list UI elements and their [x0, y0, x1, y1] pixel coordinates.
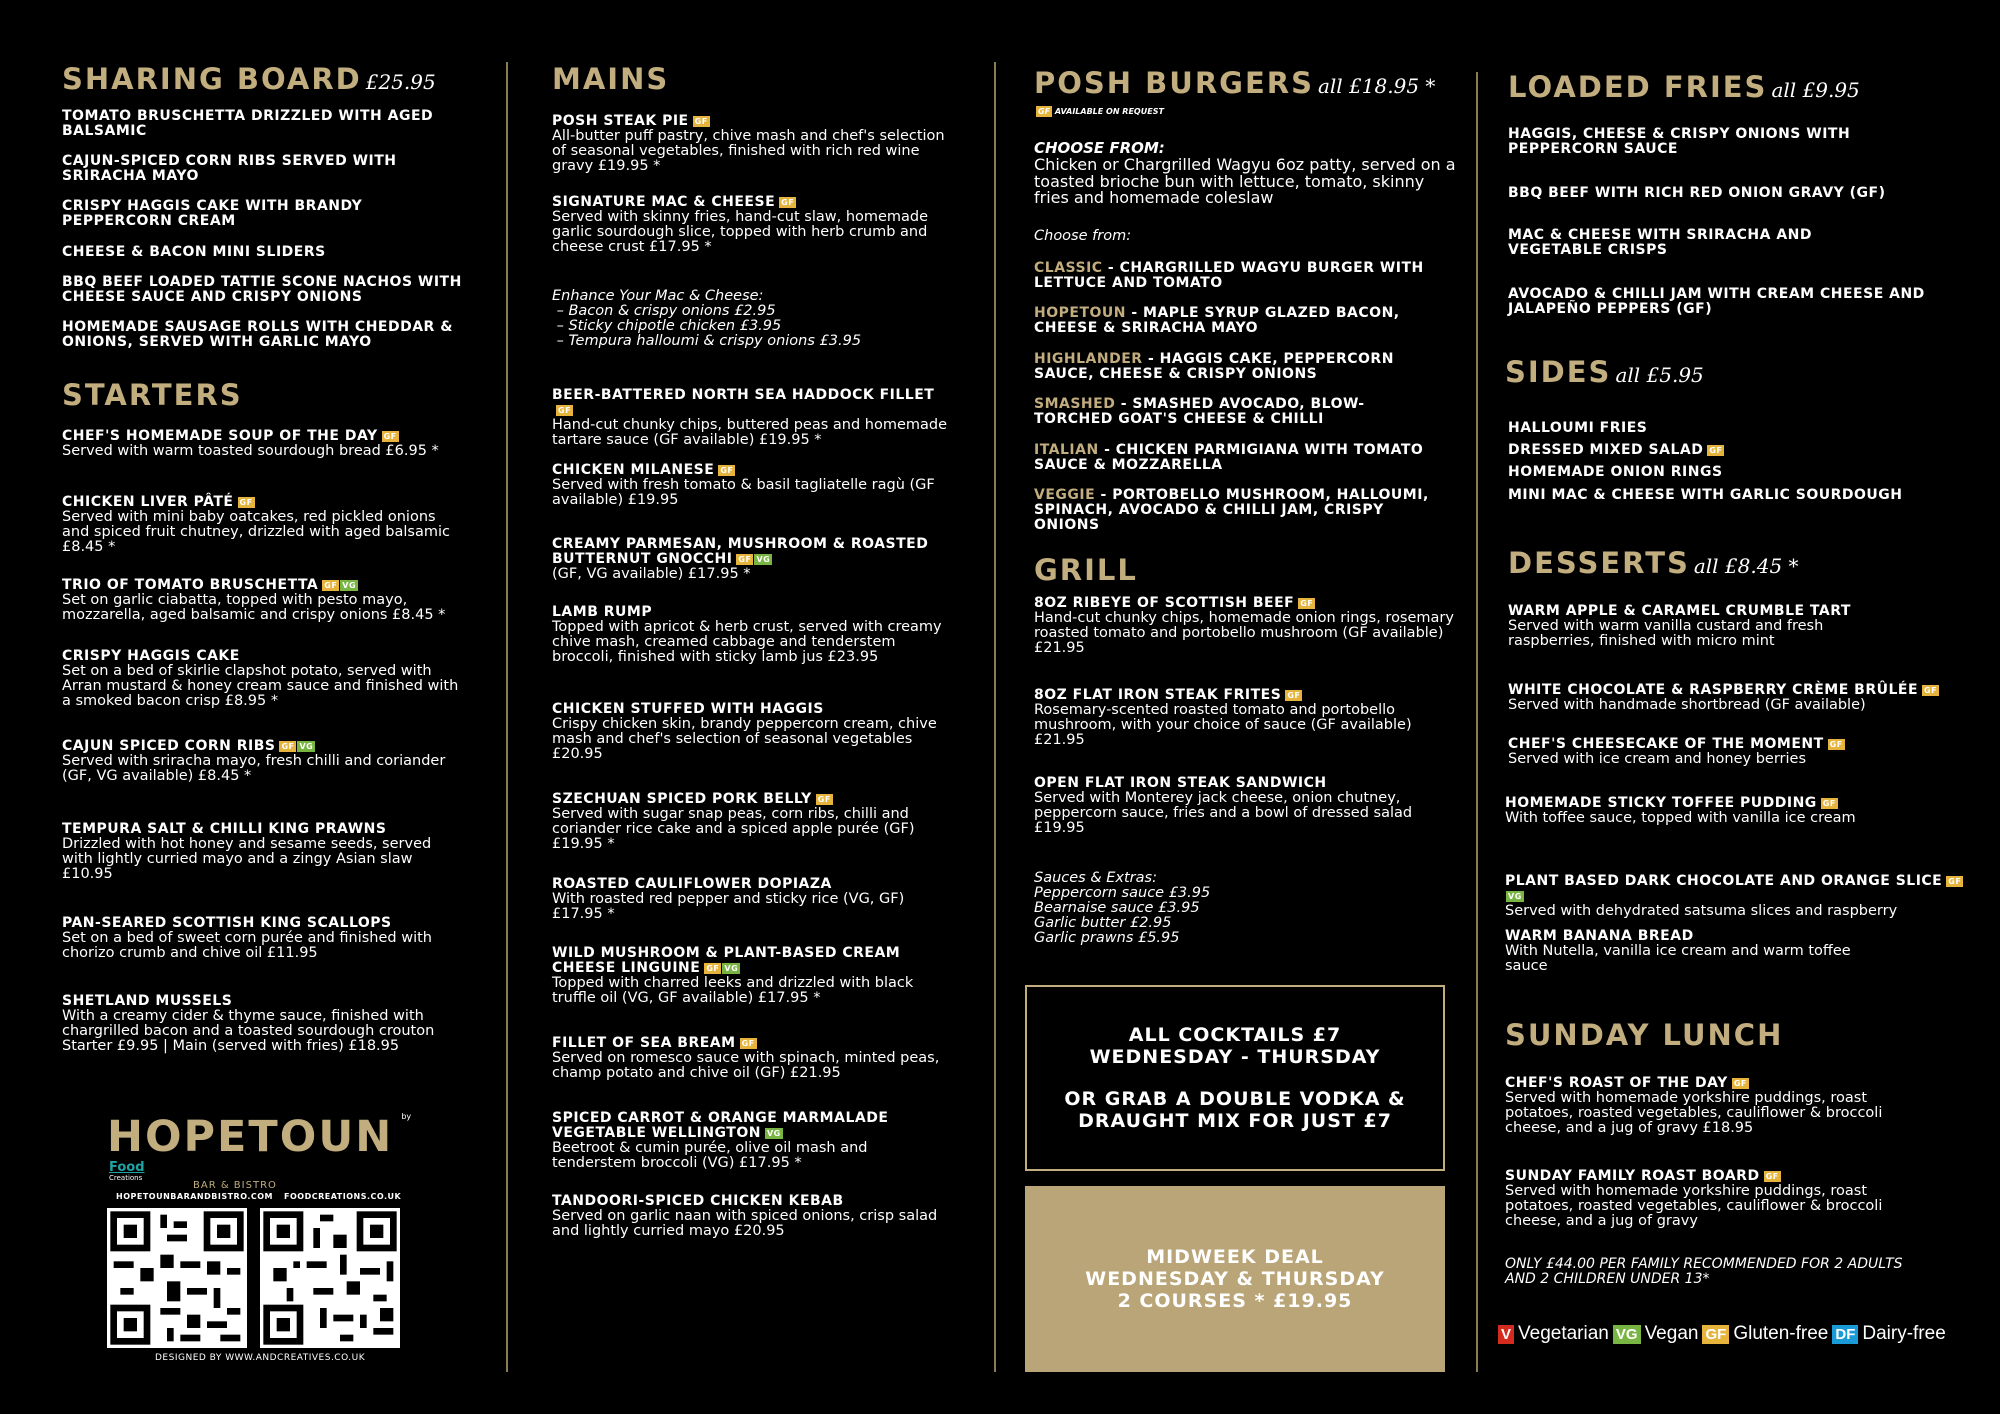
sauce-item: Bearnaise sauce £3.95 — [1034, 900, 1200, 916]
legend-vegetarian: Vegetarian — [1518, 1323, 1609, 1344]
main-item — [552, 702, 952, 762]
sharing-board-heading — [62, 62, 436, 96]
sides-heading: SIDES all £5.95 — [1505, 355, 1704, 389]
dietary-legend — [1494, 1323, 1946, 1345]
item-name: CHICKEN LIVER PÂTÉ — [62, 494, 234, 510]
gf-badge: GF — [781, 197, 795, 207]
main-item — [552, 605, 952, 665]
fries-item: AVOCADO & CHILLI JAM WITH CREAM CHEESE AND JALAPEÑO PEPPERS (GF) — [1508, 286, 1925, 317]
gf-badge: GF — [281, 741, 295, 751]
sharing-item: CAJUN-SPICED CORN RIBS SERVED WITH SRIRACHA MAYO — [62, 153, 397, 184]
qr-code-hopetoun[interactable] — [107, 1208, 247, 1348]
dessert-item — [1505, 874, 1975, 919]
item-name: SPICED CARROT & ORANGE MARMALADE VEGETABLE WELLINGTON — [552, 1110, 889, 1141]
item-desc: Served on romesco sauce with spinach, minted peas, champ potato and chive oil (GF) £21.95 — [552, 1050, 940, 1081]
choose-from-subtitle: Choose from: — [1034, 228, 1132, 244]
item-desc: Served with skinny fries, hand-cut slaw, homemade garlic sourdough slice, topped with herb crumb and cheese crust £17.95 * — [552, 209, 929, 255]
vg-badge: VG — [299, 741, 314, 751]
item-desc: Served with fresh tomato & basil tagliatelle ragù (GF available) £19.95 — [552, 477, 935, 508]
burger-hopetoun: HOPETOUN - MAPLE SYRUP GLAZED BACON, CHEESE & SRIRACHA MAYO — [1034, 305, 1400, 336]
fries-item: MAC & CHEESE WITH SRIRACHA AND VEGETABLE CRISPS — [1508, 227, 1812, 258]
item-name: POSH STEAK PIE — [552, 113, 689, 129]
gluten-free-badge: GF — [1702, 1325, 1729, 1344]
item-desc: Set on garlic ciabatta, topped with pesto mayo, mozzarella, aged balsamic and crispy onions £8.45 * — [62, 592, 446, 623]
item-desc: Served with sriracha mayo, fresh chilli and coriander (GF, VG available) £8.45 * — [62, 753, 446, 784]
gf-badge: GF — [324, 580, 338, 590]
gf-badge: GF — [817, 794, 831, 804]
main-item — [552, 537, 952, 582]
sunday-lunch-heading: SUNDAY LUNCH — [1505, 1018, 1784, 1052]
vg-badge: VG — [724, 963, 739, 973]
main-item — [552, 877, 952, 922]
item-name: HOMEMADE STICKY TOFFEE PUDDING — [1505, 795, 1817, 811]
item-desc: Hand-cut chunky chips, homemade onion rings, rosemary roasted tomato and portobello mushroom (GF available) £21.95 — [1034, 610, 1454, 656]
dessert-item — [1508, 683, 1948, 713]
item-desc: With toffee sauce, topped with vanilla ice cream — [1505, 810, 1856, 826]
item-name: WARM BANANA BREAD — [1505, 928, 1694, 944]
gf-badge: GF — [1924, 685, 1938, 695]
sauce-item: Peppercorn sauce £3.95 — [1034, 885, 1211, 901]
item-desc: Topped with apricot & herb crust, served with creamy chive mash, creamed cabbage and tenderstem broccoli, finished with sticky lamb jus £23.95 — [552, 619, 942, 665]
hopetoun-logo — [107, 1112, 437, 1191]
main-item — [552, 463, 952, 508]
sharing-item: CHEESE & BACON MINI SLIDERS — [62, 244, 326, 260]
grill-item — [1034, 776, 1454, 836]
side-item: HOMEMADE ONION RINGS — [1508, 464, 1723, 480]
cocktails-offer-box: ALL COCKTAILS £7 WEDNESDAY - THURSDAY OR GRAB A DOUBLE VODKA & DRAUGHT MIX FOR JUST £7 — [1025, 985, 1445, 1171]
item-name: SIGNATURE MAC & CHEESE — [552, 194, 776, 210]
item-desc: Served with warm toasted sourdough bread £6.95 * — [62, 443, 439, 459]
item-name: CHEF'S CHEESECAKE OF THE MOMENT — [1508, 736, 1824, 752]
vg-badge: VG — [756, 554, 771, 564]
item-name: TANDOORI-SPICED CHICKEN KEBAB — [552, 1193, 844, 1209]
item-name: CHICKEN STUFFED WITH HAGGIS — [552, 701, 824, 717]
burgers-title: POSH BURGERS — [1034, 66, 1314, 100]
main-item — [552, 1036, 952, 1081]
gf-badge: GF — [1948, 876, 1962, 886]
item-desc: Set on a bed of sweet corn purée and finished with chorizo crumb and chive oil £11.95 — [62, 930, 432, 961]
gf-badge: GF — [1765, 1171, 1779, 1181]
column-divider-2 — [994, 62, 996, 1372]
item-desc: Crispy chicken skin, brandy peppercorn cream, chive mash and chef's selection of seasonal vegetables £20.95 — [552, 716, 937, 762]
main-item — [552, 1194, 952, 1239]
item-name: FILLET OF SEA BREAM — [552, 1035, 736, 1051]
item-name: SUNDAY FAMILY ROAST BOARD — [1505, 1168, 1760, 1184]
vegan-badge: VG — [1613, 1325, 1641, 1344]
vg-badge: VG — [1508, 891, 1522, 901]
starter-item — [62, 739, 462, 784]
sauce-item: Garlic butter £2.95 — [1034, 915, 1172, 931]
vg-badge: VG — [766, 1128, 781, 1138]
item-name: BEER-BATTERED NORTH SEA HADDOCK FILLET — [552, 387, 935, 403]
starter-item — [62, 994, 462, 1054]
gf-badge: GF — [1829, 739, 1843, 749]
sunday-item — [1505, 1076, 1925, 1136]
item-name: CAJUN SPICED CORN RIBS — [62, 738, 276, 754]
family-board-note: ONLY £44.00 PER FAMILY RECOMMENDED FOR 2 ADULTS AND 2 CHILDREN UNDER 13* — [1505, 1256, 1903, 1287]
item-desc: Served with mini baby oatcakes, red pickled onions and spiced fruit chutney, drizzled with aged balsamic £8.45 * — [62, 509, 450, 555]
gf-badge: GF — [720, 465, 734, 475]
legend-dairy-free: Dairy-free — [1862, 1323, 1946, 1344]
posh-burgers-heading — [1034, 66, 1435, 100]
side-item: DRESSED MIXED SALAD GF — [1508, 442, 1723, 458]
item-name: PLANT BASED DARK CHOCOLATE AND ORANGE SLICE — [1505, 873, 1943, 889]
item-name: CREAMY PARMESAN, MUSHROOM & ROASTED BUTTERNUT GNOCCHI — [552, 536, 929, 567]
mains-heading: MAINS — [552, 62, 670, 96]
item-name: CHICKEN MILANESE — [552, 462, 715, 478]
main-item — [552, 946, 952, 1006]
starter-item — [62, 429, 462, 459]
sharing-item: TOMATO BRUSCHETTA DRIZZLED WITH AGED BALSAMIC — [62, 108, 434, 139]
gf-badge: GF — [558, 405, 572, 415]
gf-badge: GF — [1822, 798, 1836, 808]
item-desc: Served with sugar snap peas, corn ribs, chilli and coriander rice cake and a spiced apple purée (GF) £19.95 * — [552, 806, 915, 852]
side-item: HALLOUMI FRIES — [1508, 420, 1648, 436]
item-desc: Served with Monterey jack cheese, onion chutney, peppercorn sauce, fries and a bowl of dressed salad £19.95 — [1034, 790, 1413, 836]
gf-badge: GF — [1709, 445, 1723, 455]
logo-subtitle: BAR & BISTRO — [193, 1180, 277, 1191]
item-desc: Set on a bed of skirlie clapshot potato, served with Arran mustard & honey cream sauce and finished with a smoked bacon crisp £8.95 * — [62, 663, 459, 709]
burger-classic: CLASSIC - CHARGRILLED WAGYU BURGER WITH LETTUCE AND TOMATO — [1034, 260, 1424, 291]
item-name: ROASTED CAULIFLOWER DOPIAZA — [552, 876, 832, 892]
column-divider-1 — [506, 62, 508, 1372]
gf-badge: GF — [706, 963, 720, 973]
grill-item — [1034, 688, 1454, 748]
item-desc: Topped with charred leeks and drizzled with black truffle oil (VG, GF available) £17.95 * — [552, 975, 914, 1006]
starter-item — [62, 578, 462, 623]
item-name: SHETLAND MUSSELS — [62, 993, 233, 1009]
item-name: WILD MUSHROOM & PLANT-BASED CREAM CHEESE LINGUINE — [552, 945, 901, 976]
item-name: CHEF'S HOMEMADE SOUP OF THE DAY — [62, 428, 378, 444]
item-name: SZECHUAN SPICED PORK BELLY — [552, 791, 812, 807]
item-name: WHITE CHOCOLATE & RASPBERRY CRÈME BRÛLÉE — [1508, 682, 1919, 698]
choose-from-title: CHOOSE FROM: — [1034, 139, 1165, 157]
item-name: WARM APPLE & CARAMEL CRUMBLE TART — [1508, 603, 1851, 619]
grill-heading: GRILL — [1034, 553, 1138, 587]
item-desc: Drizzled with hot honey and sesame seeds, served with lightly curried mayo and a zingy Asian slaw £10.95 — [62, 836, 432, 882]
dessert-item — [1508, 604, 1908, 649]
designed-by-credit: DESIGNED BY WWW.ANDCREATIVES.CO.UK — [155, 1353, 366, 1363]
item-desc: Served with homemade yorkshire puddings, roast potatoes, roasted vegetables, cauliflower & broccoli cheese, and a jug of gravy — [1505, 1183, 1883, 1229]
item-name: OPEN FLAT IRON STEAK SANDWICH — [1034, 775, 1327, 791]
grill-item — [1034, 596, 1454, 656]
logo-by: by — [401, 1112, 412, 1121]
main-item — [552, 1111, 952, 1171]
burgers-price: all £18.95 * — [1317, 74, 1436, 98]
starter-item — [62, 822, 462, 882]
choose-from-desc: Chicken or Chargrilled Wagyu 6oz patty, served on a toasted brioche bun with lettuce, tomato, skinny fries and homemade coleslaw — [1034, 155, 1456, 207]
item-name: LAMB RUMP — [552, 604, 653, 620]
sharing-item: BBQ BEEF LOADED TATTIE SCONE NACHOS WITH CHEESE SAUCE AND CRISPY ONIONS — [62, 274, 462, 305]
gf-badge: GF — [1300, 598, 1314, 608]
item-desc: Served with ice cream and honey berries — [1508, 751, 1807, 767]
fries-item: HAGGIS, CHEESE & CRISPY ONIONS WITH PEPPERCORN SAUCE — [1508, 126, 1851, 157]
dessert-item — [1508, 737, 1908, 767]
qr-code-foodcreations[interactable] — [260, 1208, 400, 1348]
gf-badge: GF — [738, 554, 752, 564]
item-desc: Rosemary-scented roasted tomato and portobello mushroom, with your choice of sauce (GF available) £21.95 — [1034, 702, 1412, 748]
gf-badge: GF — [741, 1038, 755, 1048]
item-desc: Served with handmade shortbread (GF available) — [1508, 697, 1866, 713]
website-url-1: HOPETOUNBARANDBISTRO.COM — [116, 1192, 273, 1201]
burger-veggie: VEGGIE - PORTOBELLO MUSHROOM, HALLOUMI, SPINACH, AVOCADO & CHILLI JAM, CRISPY ONIONS — [1034, 487, 1429, 533]
legend-gluten-free: Gluten-free — [1733, 1323, 1829, 1344]
sharing-board-title: SHARING BOARD — [62, 62, 362, 96]
main-item — [552, 114, 952, 174]
enhance-option: – Tempura halloumi & crispy onions £3.95 — [552, 333, 862, 349]
gf-badge: GF — [1733, 1078, 1747, 1088]
dessert-item — [1505, 929, 1885, 974]
vegetarian-badge: V — [1498, 1325, 1514, 1344]
vg-badge: VG — [342, 580, 357, 590]
item-name: CRISPY HAGGIS CAKE — [62, 648, 240, 664]
starter-item — [62, 649, 462, 709]
enhance-option: – Sticky chipotle chicken £3.95 — [552, 318, 782, 334]
item-desc: Beetroot & cumin purée, olive oil mash and tenderstem broccoli (VG) £17.95 * — [552, 1140, 868, 1171]
item-desc: Served with homemade yorkshire puddings, roast potatoes, roasted vegetables, cauliflower & broccoli cheese, and a jug of gravy £18.95 — [1505, 1090, 1883, 1136]
sunday-item — [1505, 1169, 1925, 1229]
dairy-free-badge: DF — [1832, 1325, 1858, 1344]
item-desc: Served with dehydrated satsuma slices and raspberry — [1505, 903, 1898, 919]
starters-heading: STARTERS — [62, 378, 243, 412]
sharing-item: CRISPY HAGGIS CAKE WITH BRANDY PEPPERCORN CREAM — [62, 198, 363, 229]
starter-item — [62, 916, 462, 961]
sauce-item: Garlic prawns £5.95 — [1034, 930, 1180, 946]
item-name: TRIO OF TOMATO BRUSCHETTA — [62, 577, 319, 593]
item-desc: With a creamy cider & thyme sauce, finished with chargrilled bacon and a toasted sourdough crouton Starter £9.95 | Main (served with fries) £18.95 — [62, 1008, 435, 1054]
starter-item — [62, 495, 462, 555]
burger-smashed: SMASHED - SMASHED AVOCADO, BLOW-TORCHED GOAT'S CHEESE & CHILLI — [1034, 396, 1365, 427]
midweek-deal-box: MIDWEEK DEAL WEDNESDAY & THURSDAY 2 COURSES * £19.95 — [1025, 1186, 1445, 1372]
burger-italian: ITALIAN - CHICKEN PARMIGIANA WITH TOMATO SAUCE & MOZZARELLA — [1034, 442, 1424, 473]
enhance-mac-title: Enhance Your Mac & Cheese: — [552, 288, 764, 304]
dessert-item — [1505, 796, 1925, 826]
desserts-heading: DESSERTS all £8.45 * — [1508, 546, 1799, 580]
gf-badge: GF — [383, 431, 397, 441]
item-name: CHEF'S ROAST OF THE DAY — [1505, 1075, 1728, 1091]
enhance-option: – Bacon & crispy onions £2.95 — [552, 303, 776, 319]
item-name: 8OZ RIBEYE OF SCOTTISH BEEF — [1034, 595, 1295, 611]
gf-badge: GF — [694, 116, 708, 126]
website-url-2: FOODCREATIONS.CO.UK — [284, 1192, 402, 1201]
item-name: TEMPURA SALT & CHILLI KING PRAWNS — [62, 821, 387, 837]
gf-on-request-note: GF AVAILABLE ON REQUEST — [1038, 107, 1164, 116]
legend-vegan: Vegan — [1644, 1323, 1699, 1344]
sharing-board-price: £25.95 — [365, 70, 436, 94]
gf-badge: GF — [1287, 690, 1301, 700]
main-item — [552, 195, 952, 255]
item-name: 8OZ FLAT IRON STEAK FRITES — [1034, 687, 1282, 703]
item-desc: Served with warm vanilla custard and fresh raspberries, finished with micro mint — [1508, 618, 1824, 649]
fries-item: BBQ BEEF WITH RICH RED ONION GRAVY (GF) — [1508, 185, 1886, 201]
burger-highlander: HIGHLANDER - HAGGIS CAKE, PEPPERCORN SAUCE, CHEESE & CRISPY ONIONS — [1034, 351, 1394, 382]
item-desc: (GF, VG available) £17.95 * — [552, 566, 751, 582]
item-name: PAN-SEARED SCOTTISH KING SCALLOPS — [62, 915, 392, 931]
item-desc: Served on garlic naan with spiced onions, crisp salad and lightly curried mayo £20.95 — [552, 1208, 938, 1239]
item-desc: With roasted red pepper and sticky rice (VG, GF) £17.95 * — [552, 891, 905, 922]
main-item — [552, 388, 952, 448]
food-creations-logo: Food Creations — [109, 1160, 145, 1182]
loaded-fries-heading: LOADED FRIES all £9.95 — [1508, 70, 1860, 104]
side-item: MINI MAC & CHEESE WITH GARLIC SOURDOUGH — [1508, 487, 1903, 503]
item-desc: Hand-cut chunky chips, buttered peas and homemade tartare sauce (GF available) £19.95 * — [552, 417, 948, 448]
item-desc: With Nutella, vanilla ice cream and warm toffee sauce — [1505, 943, 1851, 974]
item-desc: All-butter puff pastry, chive mash and chef's selection of seasonal vegetables, finished with rich red wine gravy £19.95 * — [552, 128, 945, 174]
gf-badge: GF — [239, 497, 253, 507]
column-divider-3 — [1476, 72, 1478, 1372]
sharing-item: HOMEMADE SAUSAGE ROLLS WITH CHEDDAR & ONIONS, SERVED WITH GARLIC MAYO — [62, 319, 453, 350]
main-item — [552, 792, 952, 852]
gf-badge: GF — [1038, 107, 1051, 116]
logo-wordmark: HOPETOUN — [107, 1112, 394, 1162]
sauces-title: Sauces & Extras: — [1034, 870, 1157, 886]
